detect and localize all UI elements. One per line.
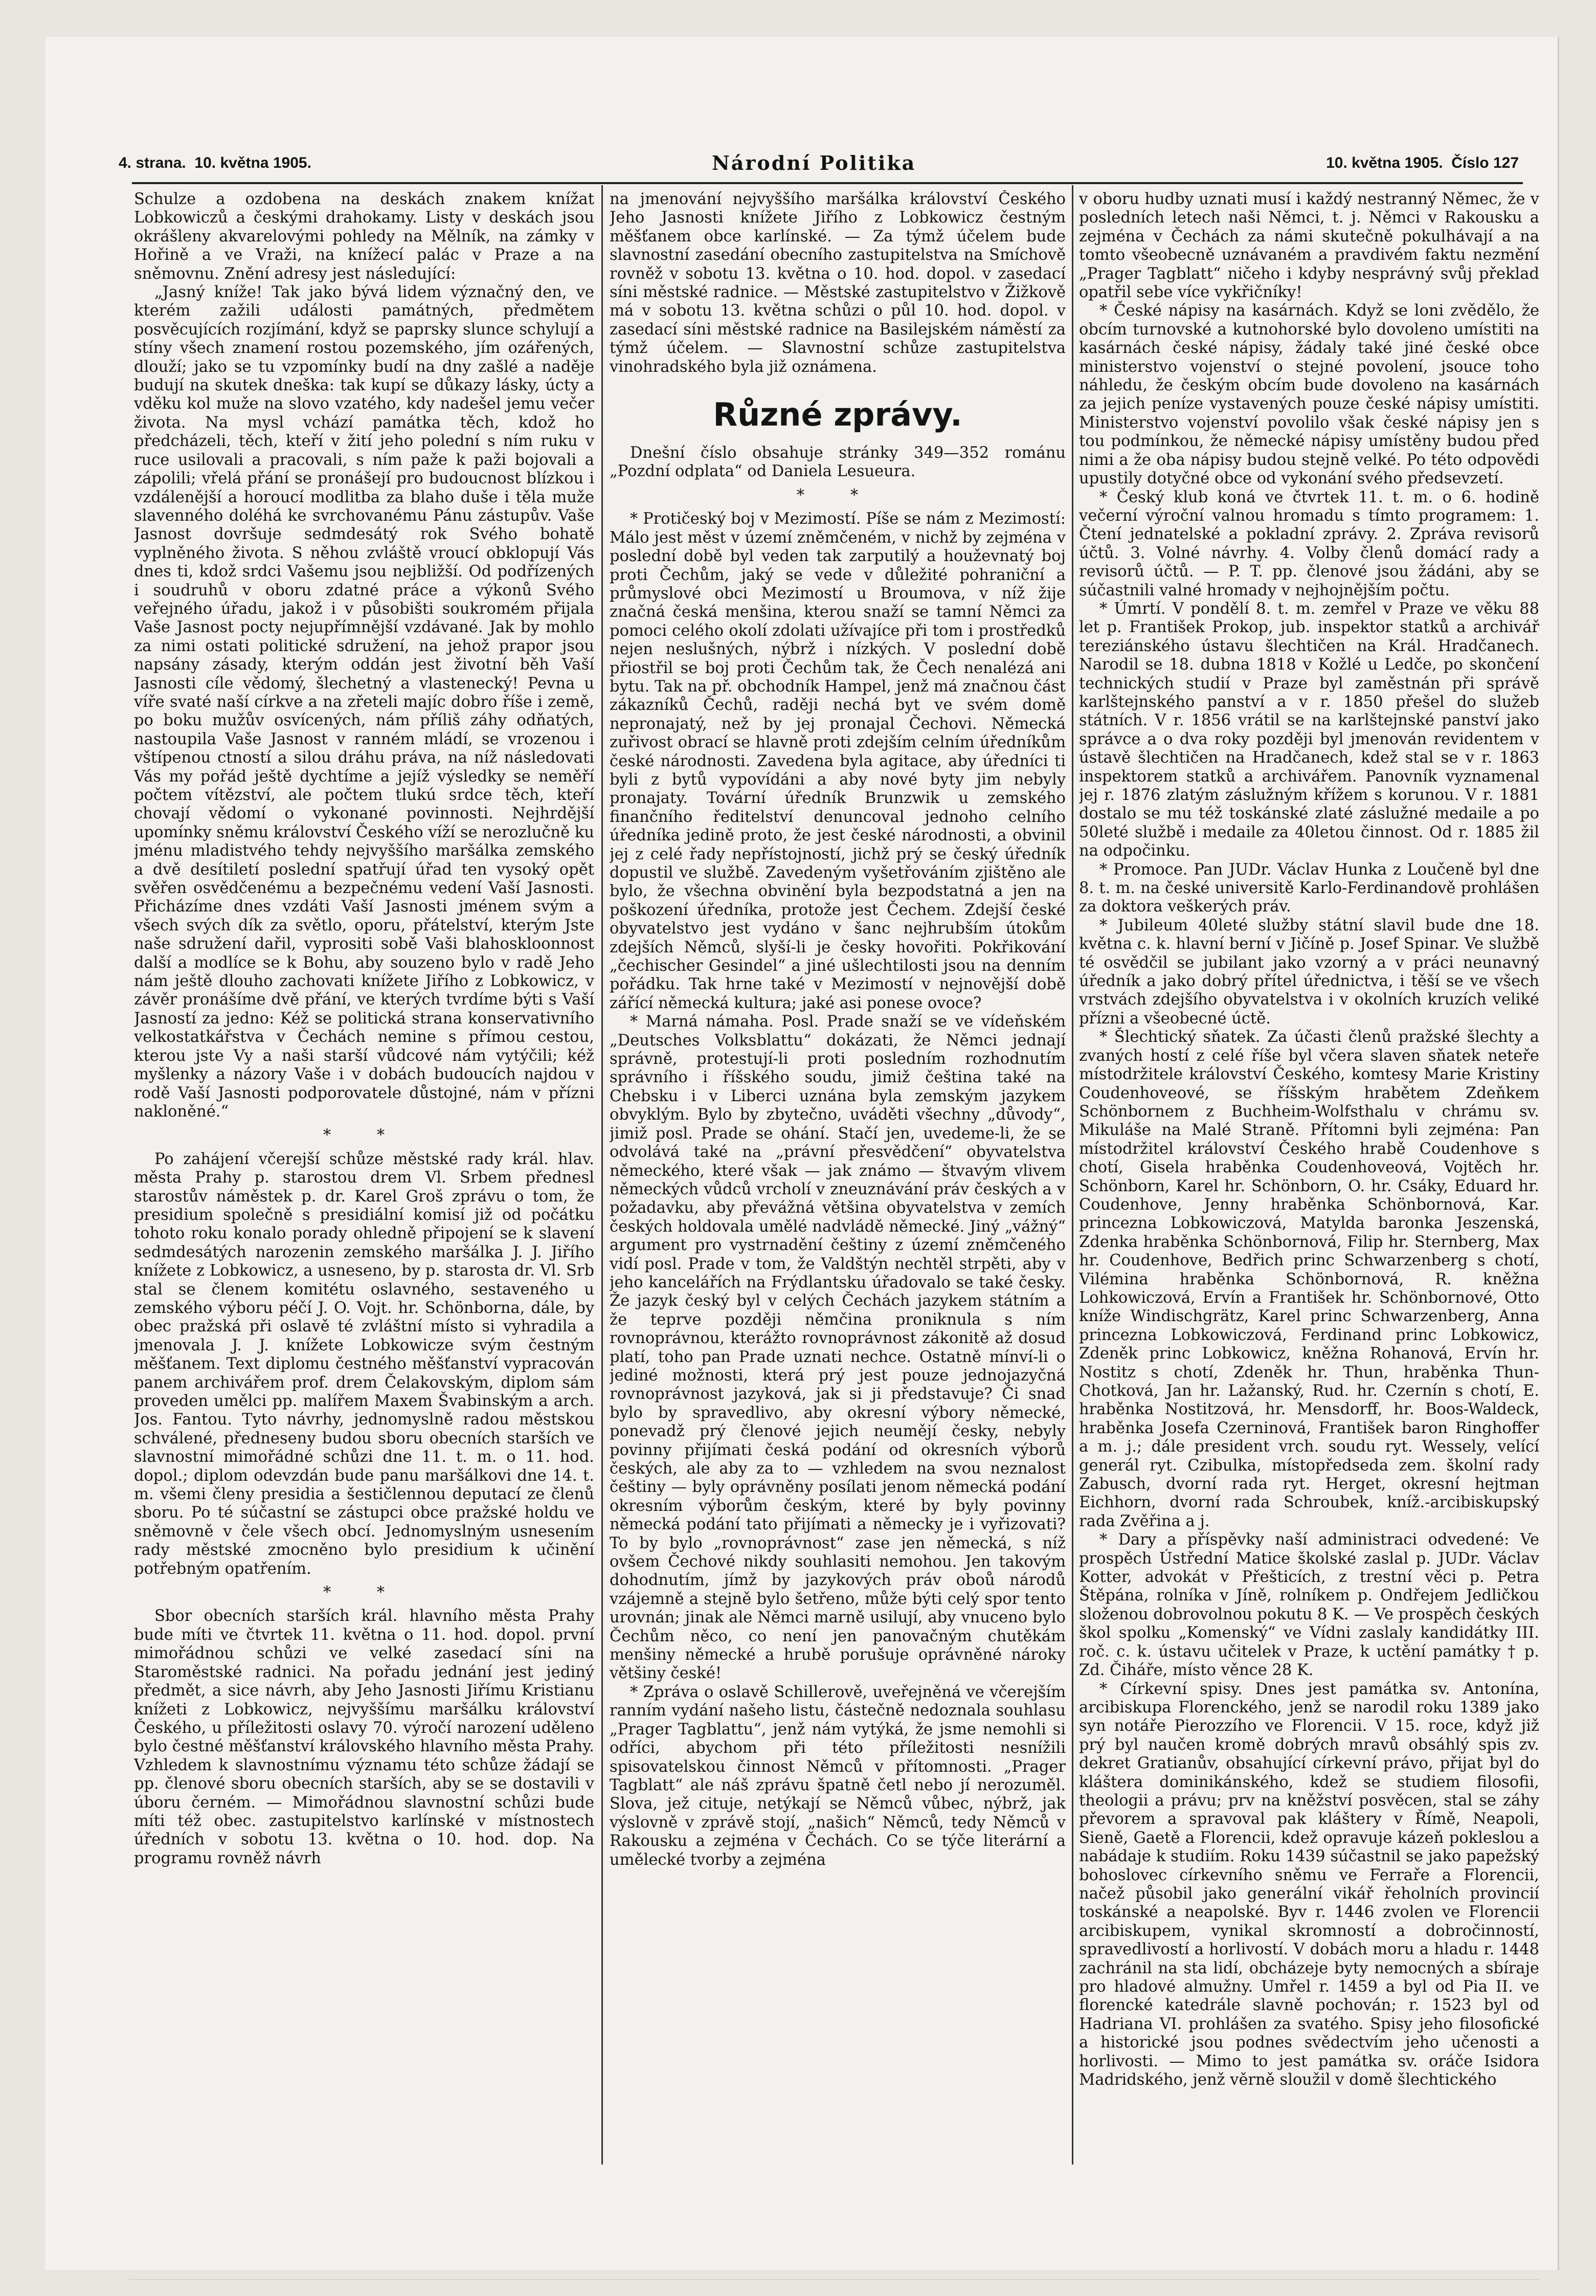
- article-paragraph: na jmenování nejvyššího maršálka království Českého Jeho Jasnosti knížete Jiřího z Lobkowicz čestným měšťanem obce karlínské. — Za týmž účelem bude slavnostní zasedání obecního zastupitelstva na Smíchově rovněž v sobotu 13. května o 10. hod. dopol. v zasedací síni městské radnice. — Městské zastupitelstvo v Žižkově má v sobotu 13. května schůzi o půl 10. hod. dopol. v zasedací síni městské radnice na Basilejském náměstí za týmž účelem. — Slavnostní schůze zastupitelstva vinohradského byla již oznámena.: [610, 190, 1066, 376]
- news-item: * Jubileum 40leté služby státní slavil bude dne 18. května c. k. hlavní berní v Jičíně p. Josef Spinar. Ve službě té osvědčil se jubilant jako vzorný a v práci neunavný úředník a jako dobrý přítel úřednictva, i těší se ve všech vrstvách zdejšího obyvatelstva i v okolních kruzích veliké přízni a všeobecné úctě.: [1079, 916, 1539, 1028]
- article-paragraph: Sbor obecních starších král. hlavního města Prahy bude míti ve čtvrtek 11. května o 11. hod. dopol. první mimořádnou schůzi ve velké zasedací síni na Staroměstské radnici. Na pořadu jednání jest jediný předmět, a sice návrh, aby Jeho Jasnosti Jiřímu Kristianu knížeti z Lobkowicz, nejvyššímu maršálku království Českého, u příležitosti oslavy 70. výročí narození uděleno bylo čestné měšťanství královského hlavního města Prahy. Vzhledem k slavnostnímu významu této schůze žádají se pp. členové sboru obecních starších, aby se se dostavili v úboru černém. — Mimořádnou slavnostní schůzi bude míti též obec. zastupitelstvo karlínské v místnostech úředních v sobotu 13. května o 10. hod. dop. Na programu rovněž návrh: [134, 1607, 594, 1867]
- issue-number: Číslo 127: [1451, 154, 1519, 171]
- separator-asterisks: * *: [323, 1584, 406, 1602]
- column-2: [610, 190, 1066, 2175]
- news-item: * Marná námaha. Posl. Prade snaží se ve vídeňském „Deutsches Volksblattu“ dokázati, že Němci jednají správně, protestují-li proti posledním rozhodnutím správního i říšského soudu, jimiž čeština také na Chebsku i v Liberci uznána byla zemským jazykem obvyklým. Bylo by zbytečno, uváděti všechny „důvody“, jimiž posl. Prade se ohání. Stačí jen, uvedeme-li, že se odvolává také na „právní přesvědčení“ obyvatelstva německého, které však — jak známo — štvavým vlivem německých vůdců vrcholí v zneuznávání práv českých a v požadavku, aby převážná většina obyvatelstva v zemích českých holdovala umělé nadvládě německé. Jiný „vážný“ argument pro vystrnadění češtiny z území zněmčeného vidí posl. Prade v tom, že Valdštýn nechtěl strpěti, aby v jeho kancelářích na Frýdlantsku úřadovalo se také česky. Že jazyk český byl v celých Čechách jazykem státním a že teprve později němčina proniknula s ním rovnoprávnou, kterážto rovnoprávnost zákonitě až dosud platí, toho pan Prade uznati nechce. Ostatně mínví-li o jediné možnosti, která prý jest pouze jednojazyčná rovnoprávnost jazyková, jak si ji představuje? Či snad bylo by spravedlivo, aby okresní výbory německé, ponevadž prý členové jejich neumějí česky, nebyly povinny přijímati česká podání od okresních výborů českých, ale aby za to — vzhledem na svou neznalost češtiny — byly oprávněny posílati jenom německá podání okresním výborům českým, které by byly povinny německá podání tato přijímati a německy je i vyřizovati? To by bylo „rovnoprávnost“ zase jen německá, s níž ovšem Čechové nikdy souhlasiti nemohou. Jen takovým dohodnutím, jímž by jazykových práv oboů národů vzájemně a stejně bylo šetřeno, může býti celý spor tento urovnán; jinak ale Němci marně usilují, aby vnuceno bylo Čechům něco, co není jen panovačným chutěkám menšiny německé a hrubě porušuje oprávněné nároky většiny české!: [610, 1013, 1066, 1683]
- news-item: * Dary a příspěvky naší administraci odvedené: Ve prospěch Ústřední Matice školské zaslal p. JUDr. Václav Kotter, advokát v Přešticích, z trestní věci p. Petra Štěpána, rolníka v Jíně, rolníkem p. Ondřejem Jedličkou složenou dobrovolnou pokutu 8 K. — Ve prospěch českých škol spolku „Komenský“ ve Vídni zaslaly kandidátky III. roč. c. k. ústavu učitelek v Praze, k uctění památky † p. Zd. Čiháře, místo věnce 28 K.: [1079, 1531, 1539, 1680]
- column-1: [134, 190, 594, 2175]
- column-divider: [601, 185, 603, 2165]
- separator-asterisks: * *: [796, 486, 879, 504]
- serial-notice: Dnešní číslo obsahuje stránky 349—352 románu „Pozdní odplata“ od Daniela Lesueura.: [610, 444, 1066, 481]
- news-item: * Úmrtí. V pondělí 8. t. m. zemřel v Praze ve věku 88 let p. František Prokop, jub. inspektor statků a archivář tereziánského ústavu šlechtičen na Král. Hradčanech. Narodil se 18. dubna 1818 v Kožlé u Ledče, po skončení technických studií v Praze byl zaměstnán při správě karlštejnského panství a v r. 1850 přešel do služeb státních. V r. 1856 vrátil se na karlštejnské panství jako správce a o dva roky později byl jmenován revidentem v ústavě šlechtičen na Hradčanech, kdež stal se v r. 1863 inspektorem statků a archivářem. Panovník vyznamenal jej r. 1876 zlatým záslužným křížem s korunou. V r. 1881 dostalo se mu též toskánské zlaté záslužné medaile a po 50leté službě i medaile za 40letou činnost. Od r. 1885 žil na odpočinku.: [1079, 599, 1539, 860]
- column-3: [1079, 190, 1539, 2175]
- news-item: * Zpráva o oslavě Schillerově, uveřejněná ve včerejším ranním vydání našeho listu, částečně nedoznala souhlasu „Prager Tagblattu“, jenž nám vytýká, že jsme nemohli si odříci, abychom při této příležitosti nesnížili spisovatelskou činnost Němců v přítomnosti. „Prager Tagblatt“ ale náš zprávu špatně četl nebo jí nerozuměl. Slova, jež cituje, netýkají se Němců vůbec, nýbrž, jak výslovně v zprávě stojí, „našich“ Němců, tedy Němců v Rakousku a zejména v Čechách. Co se týče literární a umělecké tvorby a zejména: [610, 1683, 1066, 1869]
- header-date-right: 10. května 1905.: [1326, 154, 1443, 171]
- article-paragraph: Po zahájení včerejší schůze městské rady král. hlav. města Prahy p. starostou drem Vl. Srbem přednesl starostův náměstek p. dr. Karel Groš zprávu o tom, že presidium společně s presidiální komisí již od počátku tohoto roku konalo porady ohledně připojení se k slavení sedmdesátých narozenin zemského maršálka J. J. Jiřího knížete z Lobkowicz, a usneseno, by p. starosta dr. Vl. Srb stal se členem komitétu oslavného, sestaveného u zemského výboru péčí J. O. Vojt. hr. Schönborna, dále, by obec pražská při oslavě té zvláštní místo si vyhradila a jmenovala J. J. knížete Lobkowicze svým čestným měšťanem. Text diplomu čestného měšťanství vypracován panem archivářem prof. drem Čelakovským, diplom sám proveden umělci pp. malířem Maxem Švabinským a arch. Jos. Fantou. Tyto návrhy, jednomyslně radou městskou schválené, předneseny budou sboru obecních starších ve slavnostní mimořádné schůzi dne 11. t. m. o 11. hod. dopol.; diplom odevzdán bude panu maršálkovi dne 14. t. m. všemi členy presidia a šestičlennou deputací ze členů sboru. Po té súčastní se zástupci obce pražské holdu ve sněmovně v čele všech obcí. Jednomyslným usnesením rady městské zmocněno bylo presidium k učinění potřebným opatřením.: [134, 1150, 594, 1578]
- article-paragraph: „Jasný kníže! Tak jako bývá lidem význačný den, ve kterém zažili události památných, předmětem posvěcujících rozjímání, když se paprsky slunce schylují a stíny všech znamení rostou pozemského, jím ozářených, dlouží; jako se tu vzpomínky budí na dny zašlé a naděje budují na skutek dneška: tak kupí se důkazy lásky, úcty a vděku kol muže na slovo vzatého, kdy nadešel jemu večer života. Na mysl vchází památka těch, kdož ho předcházeli, těch, kteří v žití jeho polední s ním ruku v ruce usilovali a pracovali, s ním paže k paži bojovali a zápolili; vřelá přání se pronášejí pro budoucnost blízkou i vzdálenější a horoucí modlitba za blaho duše i těla muže slavenného doléhá ke svrchovanému Pánu zástupův. Vaše Jasnost dovršuje sedmdesátý rok Svého bohatě vyplněného života. S něhou zvláště vroucí obklopují Vás dnes ti, kdož srdci Vašemu jsou nejbližší. Od podřízených i soudruhů v oboru zdatné práce a výkonů Svého veřejného úřadu, jakož i v působišti soukromém přijala Vaše Jasnost pocty nejupřímnější vzdávané. Jak by mohlo za nimi ostati politické sdružení, na jehož prapor jsou napsány zásady, kterým oddán jest životní běh Vaší Jasnosti cíle vědomý, šlechetný a vlastenecký! Pevna u víře svaté naší církve a na zřeteli majíc dobro říše i země, po boku mužův osvícených, nám příliš záhy odňatých, nastoupila Vaše Jasnost v ranném mládí, se vrozenou i vštípenou ctností a silou dráhu práva, na níž následovati Vás my pořád ještě dychtíme a jejíž výsledky se neměří počtem vítězství, ale počtem tlukú srdce těch, kteří chovají vědomí o vykonané povinnosti. Nejhrdější upomínky sněmu království Českého víží se nerozlučně ku jménu mladistvého tehdy nejvyššího maršálka zemského a dvě desítiletí poslední spatřují úřad ten vysoký opět svěřen osvědčenému a bezpečnému vedení Vaší Jasnosti. Přicházíme dnes vzdáti Vaší Jasnosti jménem svým a všech svých dík za světlo, oporu, přátelství, kterým Jste naše sdružení dařil, vyprositi sobě Vaši blahoskloonnost další a modlíce se k Bohu, aby souzeno bylo v radě Jeho nám ještě dlouho zachovati knížete Jiřího z Lobkowicz, v závěr pronášíme dvě přání, ve kterých tvrdíme býti s Vaší Jasností za jedno: Kéž se politická strana konservativního velkostatkářstva v Čechách nemine s přímou cestou, kterou jste Vy a naši starší vůdcové nám vytýčili; kéž myšlenky a názory Vaše i v dobách budoucích najdou v rodě Vaší Jasnosti podporovatele důstojné, nám v přízni nakloněné.“: [134, 283, 594, 1121]
- news-item: * České nápisy na kasárnách. Když se loni zvědělo, že obcím turnovské a kutnohorské bylo dovoleno umístiti na kasárnách české nápisy, žádaly také jiné české obce ministerstvo vojenství o stejné povolení, jsouce toho náhledu, že českým obcím bude dovoleno na kasárnách za jejich peníze vystavených pouze české nápisy umístiti. Ministerstvo vojenství povolilo však české nápisy jen s tou podmínkou, že německé nápisy umístěny budou před nimi a že oba nápisy budou stejně velké. Po této odpovědi upustily dotyčné obce od vykonání svého předsevzetí.: [1079, 302, 1539, 488]
- masthead-title: Národní Politika: [712, 151, 916, 174]
- header-rule: [132, 182, 1523, 184]
- news-item: * Šlechtický sňatek. Za účasti členů pražské šlechty a zvaných hostí z celé říše byl včera slaven sňatek neteře místodržitele království Českého, komtesy Marie Kristiny Coudenhoveové, se říšským hrabětem Zdeňkem Schönbornem z Buchheim-Wolfsthalu v chrámu sv. Mikuláše na Malé Straně. Přítomni byli zejména: Pan místodržitel království Českého hrabě Coudenhove s chotí, Gisela hraběnka Coudenhoveová, Vojtěch hr. Schönborn, Karel hr. Schönborn, O. hr. Csáky, Eduard hr. Coudenhove, Jenny hraběnka Schönbornová, Kar. princezna Lobkowiczová, Matylda baronka Jeszenská, Zdenka hraběnka Schönbornová, Filip hr. Sternberg, Max hr. Coudenhove, Bedřich princ Schwarzenberg s chotí, Vilémina hraběnka Schönbornová, R. kněžna Lohkowiczová, Ervín a František hr. Schönbornové, Otto kníže Windischgrätz, Karel princ Schwarzenberg, Anna princezna Lobkowiczová, Ferdinand princ Lobkowicz, Zdeněk princ Lobkowicz, kněžna Rohanová, Ervín hr. Nostitz s chotí, Zdeněk hr. Thun, hraběnka Thun-Chotková, Jan hr. Lažanský, Rud. hr. Czernín s chotí, E. hraběnka Nostitzová, hr. Mensdorff, hr. Boos-Waldeck, hraběnka Josefa Czerninová, František baron Ringhoffer a m. j.; dále president vrch. soudu ryt. Wessely, velící generál ryt. Czibulka, místopředseda zem. školní rady Zabusch, dvorní rada ryt. Herget, okresní hejtman Eichhorn, dvorní rada Schroubek, kníž.-arcibiskupský rada Zvěřina a j.: [1079, 1028, 1539, 1530]
- news-item: * Český klub koná ve čtvrtek 11. t. m. o 6. hodině večerní výroční valnou hromadu s tímto programem: 1. Čtení jednatelské a pokladní zprávy. 2. Zpráva revisorů účtů. 3. Volné návrhy. 4. Volby členů domácí rady a revisorů účtů. — P. T. pp. členové jsou žádáni, aby se súčastnili valné hromady v nejhojnějším počtu.: [1079, 488, 1539, 599]
- news-item: * Protičeský boj v Mezimostí. Píše se nám z Mezimostí: Málo jest měst v území zněmčeném, v nichž by zejména v poslední době byl veden tak zarputilý a houževnatý boj proti Čechům, jaký se vede v důležité pohraniční a průmyslové obci Mezimostí u Broumova, v níž žije značná česká menšina, kterou snaží se tamní Němci za pomoci celého okolí zdolati užívajíce při tom i prostředků nejen neslušných, nýbrž i nízkých. V poslední době přiostřil se boj proti Čechům tak, že Čech nenalézá ani bytu. Tak na př. obchodník Hampel, jenž má značnou část zákazníků Čechů, raději nechá byt ve svém domě nepronajatý, než by jej pronajal Čechovi. Německá zuřivost obrací se hlavně proti zdejším celním úředníkům české národnosti. Zavedena byla agitace, aby úředníci ti byli z bytů vypovídáni a aby nové byty jim nebyly pronajaty. Tovární úředník Brunzwik u zemského finančního ředitelství denuncoval jednoho celního úředníka jedině proto, že jest české národnosti, a obvinil jej z celé řady nepřístojností, jichž prý se český úředník dopustil ve službě. Zavedeným vyšetřováním zjištěno ale bylo, že všechna obvinění byla bezpodstatná a jen na poškození úředníka, protože jest Čechem. Zdejší české obyvatelstvo jest vydáno v šanc nejhrubším útokům zdejších Němců, slyší-li je česky hovořiti. Pokřikování „čechischer Gesindel“ a jiné ušlechtilosti jsou na denním pořádku. Tak hrne také v Mezimostí v nejnovější době zářící německá kultura; jaké asi ponese ovoce?: [610, 510, 1066, 1012]
- page-header: [88, 151, 1524, 178]
- column-divider: [1072, 185, 1073, 2165]
- header-date-issue: [1326, 154, 1519, 172]
- article-paragraph: Schulze a ozdobena na deskách znakem knížat Lobkowiczů a českými drahokamy. Listy v deskách jsou okrášleny akvarelovými pohledy na Mělník, na zámky v Hořině a ve Vraži, na knížecí palác v Praze a na sněmovnu. Znění adresy jest následující:: [134, 190, 594, 283]
- news-item: * Promoce. Pan JUDr. Václav Hunka z Loučeně byl dne 8. t. m. na české universitě Karlo-Ferdinandově prohlášen za doktora veškerých práv.: [1079, 860, 1539, 916]
- page-bottom-edge: [129, 2279, 1540, 2280]
- news-item: v oboru hudby uznati musí i každý nestranný Němec, že v posledních letech naši Němci, t. j. Němci v Rakousku a zejména v Čechách za námi skutečně pokulhávají a na tomto všeobecně uznávaném a pravdivém faktu nezmění „Prager Tagblatt“ ničeho i kdyby nesprávný svůj překlad opatřil sebe více vykřičníky!: [1079, 190, 1539, 302]
- page-number: 4. strana.: [119, 154, 186, 171]
- header-page-date: [119, 154, 311, 172]
- header-date-left: 10. května 1905.: [194, 154, 311, 171]
- section-heading: Různé zprávy.: [713, 396, 962, 434]
- news-item: * Církevní spisy. Dnes jest památka sv. Antonína, arcibiskupa Florenckého, jenž se narodil roku 1389 jako syn notáře Pierozzího ve Florencii. V 15. roce, když již prý byl naučen kromě dobrých mravů obsáhlý spis zv. dekret Gratianův, obsahující církevní právo, přijat byl do kláštera dominikánského, kdež se studiem filosofii, theologii a právu; prv na kněžství posvěcen, stal se záhy převorem a spravoval pak kláštery v Římě, Neapoli, Sieně, Gaetě a Florencii, kdež opravuje kázeň pokleslou a nabádaje k studiím. Roku 1439 súčastnil se jako papežský bohoslovec církevního sněmu ve Ferraře a Florencii, načež působil jako generální vikář řeholních provincií toskánské a neapolské. Byv r. 1446 zvolen ve Florencii arcibiskupem, vynikal skromností a dobročinností, spravedlivostí a horlivostí. V dobách moru a hladu r. 1448 zachránil na sta lidí, obcházeje byty nemocných a sbíraje pro hladové almužny. Umřel r. 1459 a byl od Pia II. ve florencké katedrále slavně pochován; r. 1523 byl od Hadriana VI. prohlášen za svatého. Spisy jeho filosofické a historické jsou podnes svědectvím jeho učenosti a horlivosti. — Mimo to jest památka sv. oráče Isidora Madridského, jenž věrně sloužil v domě šlechtického: [1079, 1680, 1539, 2089]
- separator-asterisks: * *: [323, 1126, 406, 1145]
